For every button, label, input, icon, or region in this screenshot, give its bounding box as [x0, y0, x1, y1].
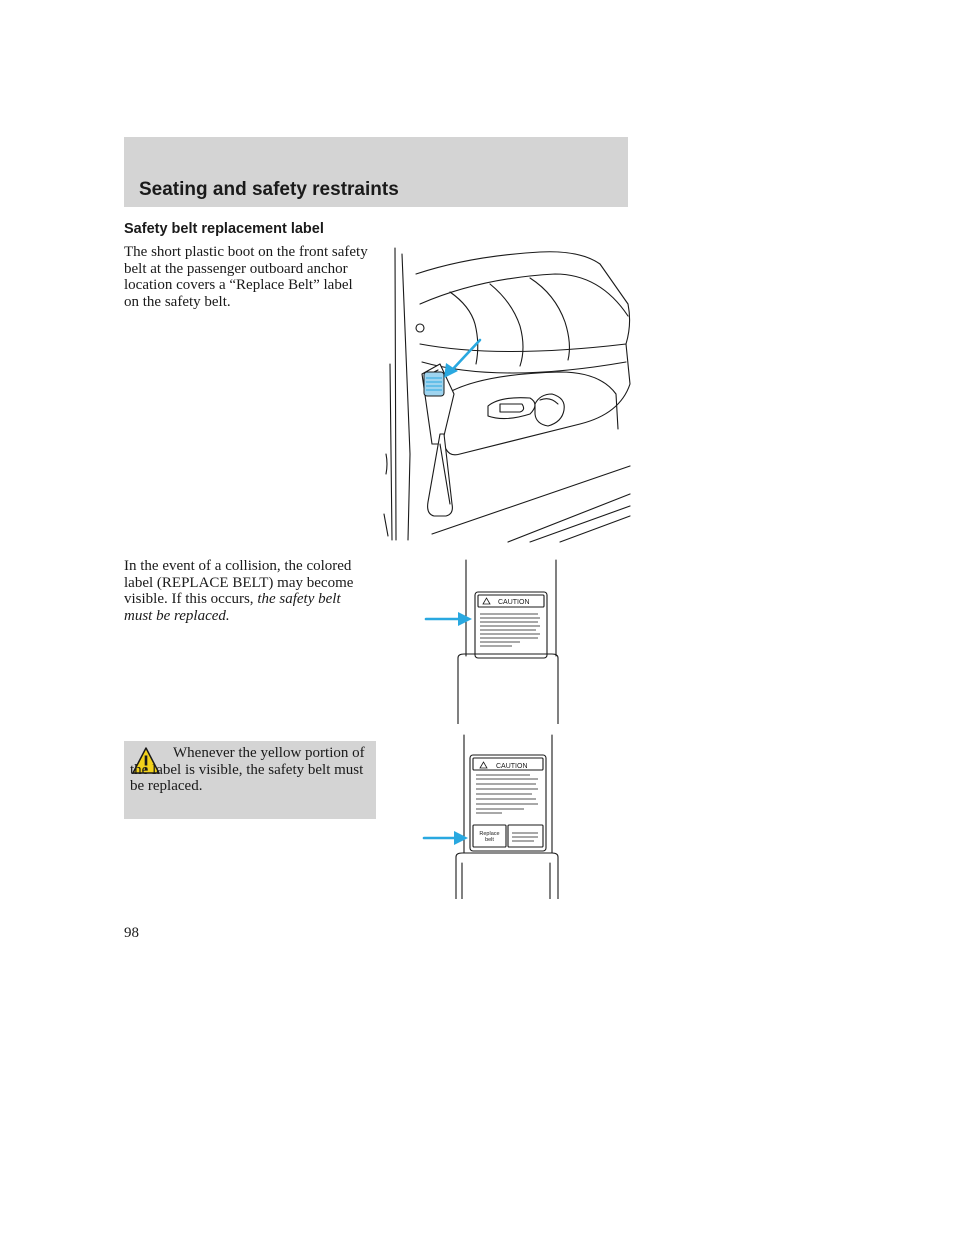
paragraph-boot-description: The short plastic boot on the front safety belt at the passenger outboard anchor location covers a “Replace Belt” label on the safety belt. [124, 244, 368, 310]
warning-text-block [130, 745, 368, 795]
svg-text:Replace: Replace [479, 831, 500, 837]
belt-label-highlight [424, 372, 444, 396]
arrow-icon [426, 612, 472, 626]
svg-text:belt: belt [485, 837, 494, 843]
caution-label-illustration [420, 558, 565, 724]
paragraph-collision-emphasis: the safety belt must be replaced. [124, 591, 341, 624]
paragraph-collision [124, 558, 369, 624]
section-title: Seating and safety restraints [139, 179, 399, 200]
paragraph-collision-text: In the event of a collision, the colored label (REPLACE BELT) may become visible. If this occurs, [124, 558, 354, 607]
replace-belt-label-illustration [420, 733, 565, 899]
subheading: Safety belt replacement label [124, 221, 324, 237]
warning-box [124, 741, 376, 819]
page-number: 98 [124, 925, 139, 941]
svg-text:CAUTION: CAUTION [496, 763, 528, 770]
arrow-icon [424, 831, 468, 845]
svg-text:CAUTION: CAUTION [498, 599, 530, 606]
arrow-icon [444, 340, 480, 378]
seat-belt-boot-illustration [380, 244, 632, 544]
section-header-band [124, 137, 628, 207]
warning-text: Whenever the yellow portion of the label is visible, the safety belt must be replaced. [130, 745, 365, 794]
